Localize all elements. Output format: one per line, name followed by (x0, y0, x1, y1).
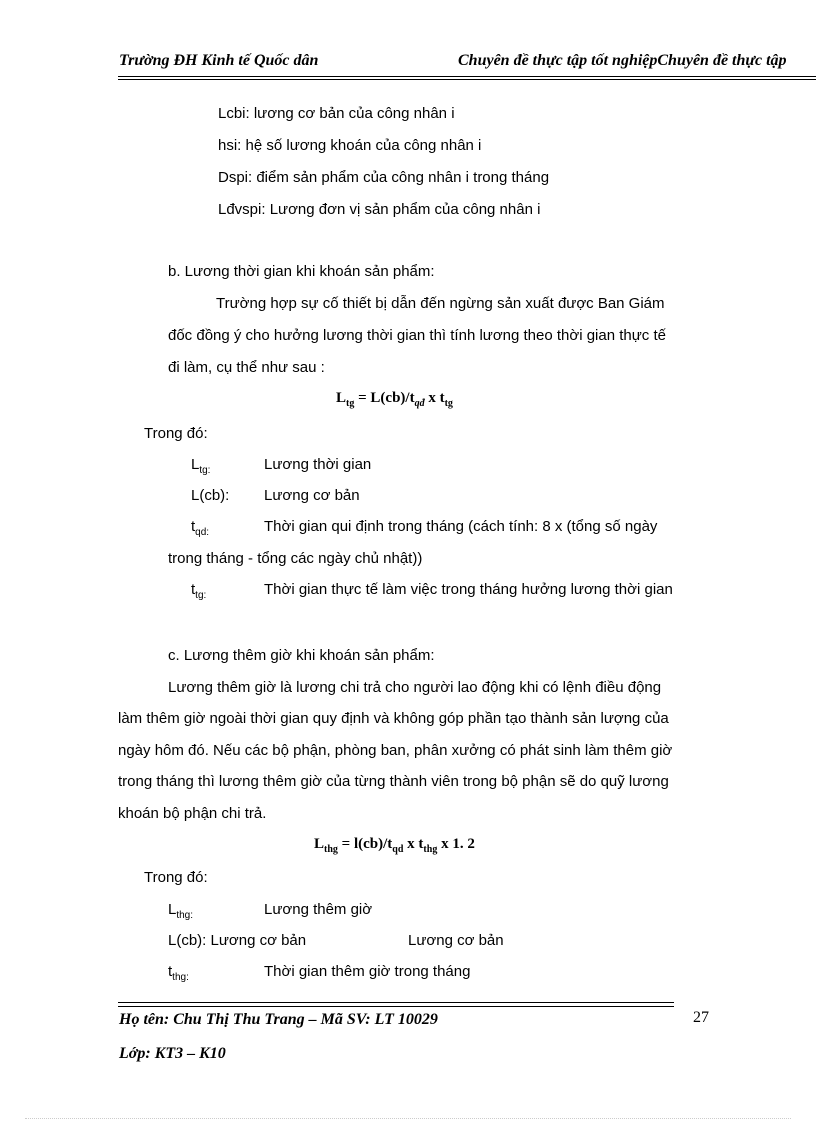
formula-luong-thoi-gian: $L_{tg} = L(cb)/t_{qđ}$ x $t_{tg}$ (336, 390, 453, 409)
section-b-heading: b. Lương thời gian khi khoán sản phẩm: (168, 263, 435, 280)
header-rule-2 (118, 79, 816, 80)
def-ldvspi: Lđvspi: Lương đơn vị sản phẩm của công nhân i (218, 201, 541, 218)
def-desc: Lương cơ bản (408, 932, 504, 949)
section-b-para-line: đốc đồng ý cho hưởng lương thời gian thì tính lương theo thời gian thực tế (168, 327, 666, 344)
page-number: 27 (693, 1009, 709, 1026)
section-c-para-line: trong tháng thì lương thêm giờ của từng thành viên trong bộ phận sẽ do quỹ lương (118, 773, 669, 790)
section-c-para-line: ngày hôm đó. Nếu các bộ phận, phòng ban, phân xưởng có phát sinh làm thêm giờ (118, 742, 673, 759)
footer-class: Lớp: KT3 – K10 (119, 1045, 226, 1062)
section-b-para-line: Trường hợp sự cố thiết bị dẫn đến ngừng sản xuất được Ban Giám (216, 295, 665, 312)
def-symbol: $t_{thg:}$ (168, 963, 189, 983)
footer-author: Họ tên: Chu Thị Thu Trang – Mã SV: LT 10029 (119, 1011, 438, 1028)
trong-do-label: Trong đó: (144, 425, 208, 442)
footer-rule-2 (118, 1006, 674, 1007)
trong-do-label: Trong đó: (144, 869, 208, 886)
def-desc-continued: trong tháng - tổng các ngày chủ nhật)) (168, 550, 423, 567)
def-desc: Thời gian thực tế làm việc trong tháng hưởng lương thời gian (264, 581, 673, 598)
def-symbol: $L_{thg:}$ (168, 901, 194, 921)
def-symbol: $t_{qd:}$ (191, 518, 210, 538)
def-dspi: Dspi: điểm sản phẩm của công nhân i trong tháng (218, 169, 550, 186)
def-desc: Thời gian qui định trong tháng (cách tính: 8 x (tổng số ngày (264, 518, 658, 535)
def-symbol: L(cb): (191, 487, 230, 504)
header-rule (118, 76, 816, 77)
formula-luong-them-gio: $L_{thg} = l(cb)/t_{qd}$ x $t_{thg}$ x 1. 2 (314, 836, 475, 855)
header-left: Trường ĐH Kinh tế Quốc dân (119, 52, 319, 69)
section-c-para-line: làm thêm giờ ngoài thời gian quy định và không góp phần tạo thành sản lượng của (118, 710, 669, 727)
def-lcbi: Lcbi: lương cơ bản của công nhân i (218, 105, 455, 122)
def-symbol: $L_{tg:}$ (191, 456, 211, 476)
section-c-para-line: Lương thêm giờ là lương chi trả cho người lao động khi có lệnh điều động (168, 679, 662, 696)
header-right: Chuyên đề thực tập tốt nghiệpChuyên đề thực tập (458, 52, 787, 69)
footer-rule (118, 1002, 674, 1003)
page-bottom-border (25, 1118, 791, 1119)
def-symbol: L(cb): Lương cơ bản (168, 932, 307, 949)
def-desc: Thời gian thêm giờ trong tháng (264, 963, 471, 980)
def-desc: Lương cơ bản (264, 487, 360, 504)
def-desc: Lương thời gian (264, 456, 372, 473)
def-hsi: hsi: hệ số lương khoán của công nhân i (218, 137, 482, 154)
def-symbol: $t_{tg:}$ (191, 581, 207, 601)
section-b-para-line: đi làm, cụ thể như sau : (168, 359, 325, 376)
section-c-heading: c. Lương thêm giờ khi khoán sản phẩm: (168, 647, 435, 664)
def-desc: Lương thêm giờ (264, 901, 373, 918)
section-c-para-line: khoán bộ phận chi trả. (118, 805, 267, 822)
